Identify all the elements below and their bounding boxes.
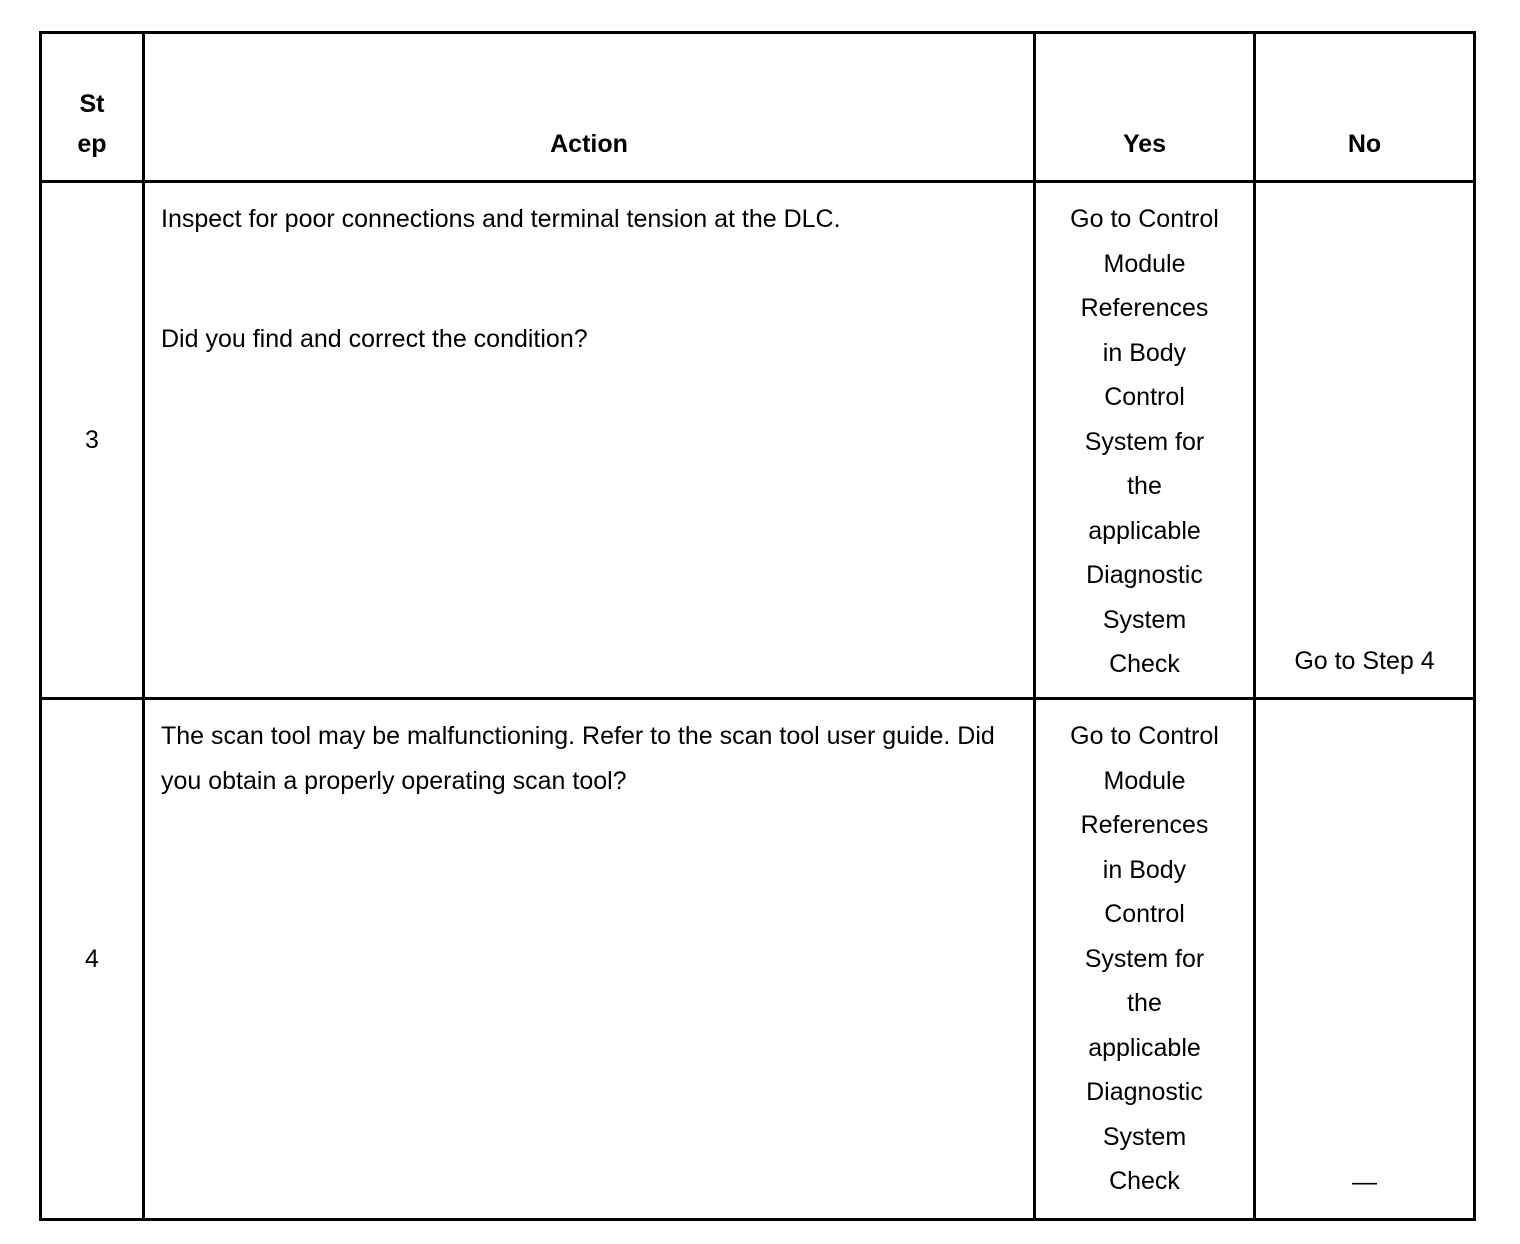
action-cell — [142, 700, 1033, 1221]
header-yes: Yes — [1033, 34, 1253, 183]
action-question: Did you find and correct the condition? — [161, 324, 588, 353]
no-cell: Go to Step 4 — [1253, 183, 1476, 700]
yes-cell: Go to Control Module References in Body Control System for the applicable Diagnostic System Check — [1033, 183, 1253, 700]
step-number: 4 — [39, 700, 142, 1221]
header-no: No — [1253, 34, 1476, 183]
step-number: 3 — [39, 183, 142, 700]
action-text: The scan tool may be malfunctioning. Refer to the scan tool user guide. Did you obtain a properly operating scan tool? — [161, 722, 995, 795]
action-cell — [142, 183, 1033, 700]
diagnostic-table — [39, 31, 1476, 1218]
action-text: Inspect for poor connections and terminal tension at the DLC. — [161, 205, 841, 233]
no-cell: — — [1253, 700, 1476, 1221]
yes-cell: Go to Control Module References in Body Control System for the applicable Diagnostic System Check — [1033, 700, 1253, 1221]
header-step: St ep — [39, 34, 142, 183]
header-action: Action — [142, 34, 1033, 183]
